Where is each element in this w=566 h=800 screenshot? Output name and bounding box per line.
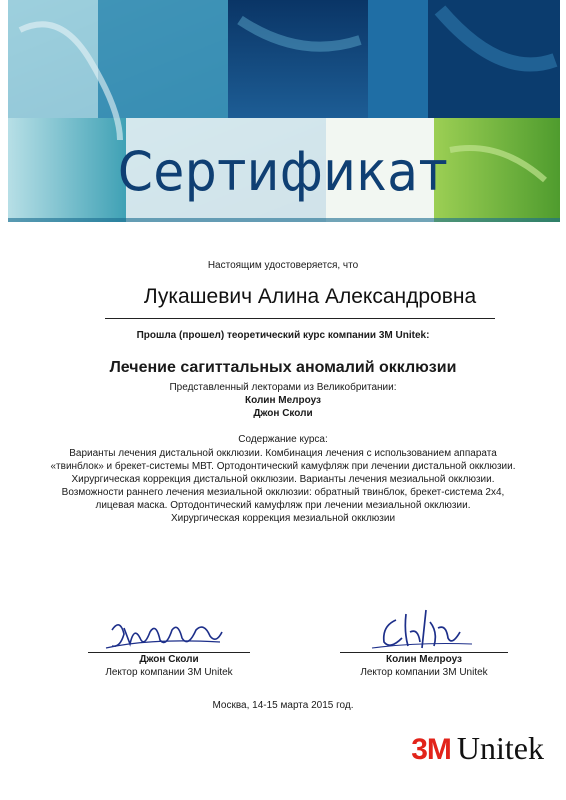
signatory-left-role: Лектор компании 3M Unitek xyxy=(105,667,233,678)
content-line: лицевая маска. Ортодонтический камуфляж при лечении мезиальной окклюзии. xyxy=(95,500,471,511)
content-line: Возможности раннего лечения мезиальной окклюзии: обратный твинблок, брекет-система 2x4, xyxy=(61,487,505,498)
logo-3m-text: 3M xyxy=(411,733,451,766)
company-logo xyxy=(411,730,544,767)
lecturer-name-2: Джон Сколи xyxy=(253,408,313,419)
signatory-right-name: Колин Мелроуз xyxy=(385,654,462,665)
course-content xyxy=(0,447,566,525)
logo-unitek-text: Unitek xyxy=(456,730,544,766)
content-heading: Содержание курса: xyxy=(238,434,328,445)
lecturers-intro: Представленный лекторами из Великобритании: xyxy=(169,382,397,393)
certificate-title: Сертификат xyxy=(117,140,449,203)
course-title: Лечение сагиттальных аномалий окклюзии xyxy=(109,359,457,376)
intro-text: Настоящим удостоверяется, что xyxy=(207,260,359,271)
recipient-underline xyxy=(105,318,495,319)
recipient-name: Лукашевич Алина Александровна xyxy=(143,285,477,308)
place-date: Москва, 14-15 марта 2015 год. xyxy=(212,700,354,711)
signatory-left xyxy=(88,653,250,679)
content-line: Варианты лечения дистальной окклюзии. Комбинация лечения с использованием аппарата xyxy=(69,448,497,459)
signatory-right xyxy=(340,653,508,679)
passed-course-text: Прошла (прошел) теоретический курс компании 3M Unitek: xyxy=(136,330,430,341)
content-line: Хирургическая коррекция мезиальной окклюзии xyxy=(170,513,396,524)
lecturer-name-1: Колин Мелроуз xyxy=(244,395,321,406)
signature-right xyxy=(368,602,478,656)
content-line: Хирургическая коррекция дистальной окклюзии. Варианты лечения мезиальной окклюзии. xyxy=(71,474,495,485)
signature-left xyxy=(100,608,230,658)
content-line: «твинблок» и брекет-системы МВТ. Ортодонтический камуфляж при лечении дистальной окклюзии. xyxy=(50,461,516,472)
signatory-right-role: Лектор компании 3M Unitek xyxy=(360,667,488,678)
signatory-left-name: Джон Сколи xyxy=(139,654,199,665)
